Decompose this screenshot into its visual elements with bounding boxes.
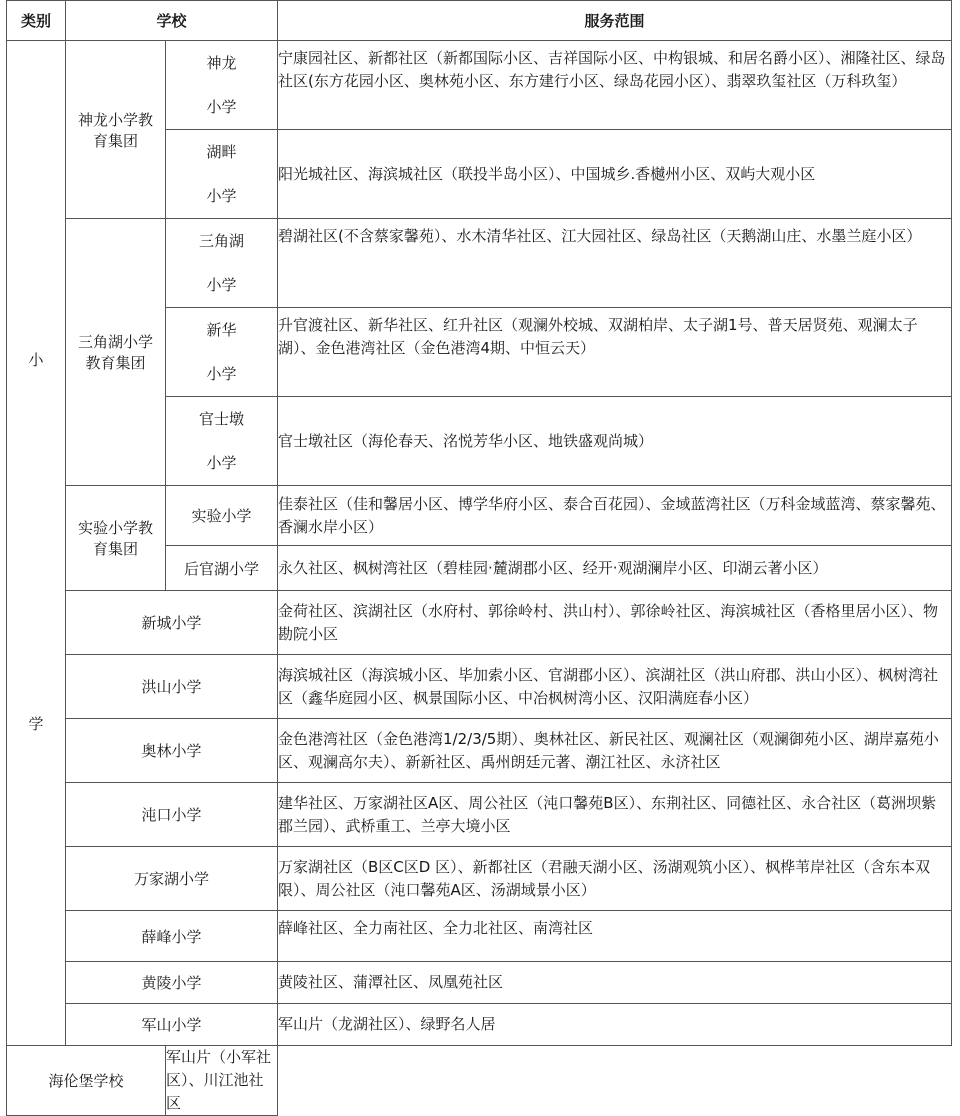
- service-scope: 军山片（龙湖社区）、绿野名人居: [278, 1004, 952, 1046]
- category-cell: [7, 41, 66, 1046]
- table-row: [7, 847, 952, 911]
- table-row: [7, 962, 952, 1004]
- school-name: 黄陵小学: [66, 962, 278, 1004]
- service-scope: 升官渡社区、新华社区、红升社区（观澜外校城、双湖柏岸、太子湖1号、普天居贤苑、观澜太子湖）、金色港湾社区（金色港湾4期、中恒云天）: [278, 308, 952, 397]
- group-name-sanjiaohu: 三角湖小学 教育集团: [66, 219, 166, 486]
- school-name: 奥林小学: [66, 719, 278, 783]
- school-name: 海伦堡学校: [7, 1046, 166, 1116]
- table-row: [7, 1004, 952, 1046]
- school-name: 后官湖小学: [166, 546, 278, 591]
- school-name: 官士墩 小学: [166, 397, 278, 486]
- school-name: 三角湖 小学: [166, 219, 278, 308]
- table-row: [7, 1046, 952, 1116]
- service-scope: 宁康园社区、新都社区（新都国际小区、吉祥国际小区、中构银城、和居名爵小区）、湘隆社区、绿岛社区(东方花园小区、奥林苑小区、东方建行小区、绿岛花园小区）、翡翠玖玺社区（万科玖玺）: [278, 41, 952, 130]
- service-scope: 海滨城社区（海滨城小区、毕加索小区、官湖郡小区）、滨湖社区（洪山府郡、洪山小区）、枫树湾社区（鑫华庭园小区、枫景国际小区、中冶枫树湾小区、汉阳满庭春小区）: [278, 655, 952, 719]
- school-name: 薛峰小学: [66, 911, 278, 962]
- service-scope: 阳光城社区、海滨城社区（联投半岛小区）、中国城乡.香樾州小区、双屿大观小区: [278, 130, 952, 219]
- table-row: [7, 911, 952, 962]
- service-scope: 黄陵社区、蒲潭社区、凤凰苑社区: [278, 962, 952, 1004]
- service-scope: 军山片（小军社区）、川江池社区: [166, 1046, 278, 1116]
- school-name: 新华 小学: [166, 308, 278, 397]
- school-name: 新城小学: [66, 591, 278, 655]
- table-row: [7, 219, 952, 308]
- category-char: 小: [28, 351, 44, 369]
- header-school: 学校: [66, 1, 278, 41]
- service-scope: 永久社区、枫树湾社区（碧桂园·麓湖郡小区、经开·观湖澜岸小区、印湖云著小区）: [278, 546, 952, 591]
- service-scope: 金色港湾社区（金色港湾1/2/3/5期）、奥林社区、新民社区、观澜社区（观澜御苑小区、湖岸嘉苑小区、观澜高尔夫）、新新社区、禹州朗廷元著、潮江社区、永济社区: [278, 719, 952, 783]
- service-scope: 薛峰社区、全力南社区、全力北社区、南湾社区: [278, 911, 952, 962]
- service-area-table: [6, 0, 952, 1116]
- school-name: 实验小学: [166, 486, 278, 546]
- school-name: 神龙 小学: [166, 41, 278, 130]
- table-row: [7, 486, 952, 546]
- table-row: [7, 719, 952, 783]
- header-scope: 服务范围: [278, 1, 952, 41]
- table-row: [7, 783, 952, 847]
- service-scope: 万家湖社区（B区C区D 区）、新都社区（君融天湖小区、汤湖观筑小区）、枫桦苇岸社区（含东本双限）、周公社区（沌口馨苑A区、汤湖域景小区）: [278, 847, 952, 911]
- table-row: [7, 655, 952, 719]
- group-name-shiyan: 实验小学教 育集团: [66, 486, 166, 591]
- service-scope: 官士墩社区（海伦春天、洺悦芳华小区、地铁盛观尚城）: [278, 397, 952, 486]
- school-name: 军山小学: [66, 1004, 278, 1046]
- header-category: 类别: [7, 1, 66, 41]
- school-name: 洪山小学: [66, 655, 278, 719]
- header-row: [7, 1, 952, 41]
- service-scope: 佳泰社区（佳和馨居小区、博学华府小区、泰合百花园）、金域蓝湾社区（万科金域蓝湾、蔡家馨苑、香澜水岸小区）: [278, 486, 952, 546]
- table-row: [7, 591, 952, 655]
- service-scope: 建华社区、万家湖社区A区、周公社区（沌口馨苑B区）、东荆社区、同德社区、永合社区（葛洲坝紫郡兰园）、武桥重工、兰亭大境小区: [278, 783, 952, 847]
- group-name-shenlong: 神龙小学教 育集团: [66, 41, 166, 219]
- table-row: [7, 41, 952, 130]
- category-char: 学: [28, 715, 44, 733]
- service-scope: 碧湖社区(不含蔡家馨苑）、水木清华社区、江大园社区、绿岛社区（天鹅湖山庄、水墨兰庭小区）: [278, 219, 952, 308]
- service-scope: 金荷社区、滨湖社区（水府村、郭徐岭村、洪山村）、郭徐岭社区、海滨城社区（香格里居小区）、物勘院小区: [278, 591, 952, 655]
- school-name: 湖畔 小学: [166, 130, 278, 219]
- school-name: 沌口小学: [66, 783, 278, 847]
- school-name: 万家湖小学: [66, 847, 278, 911]
